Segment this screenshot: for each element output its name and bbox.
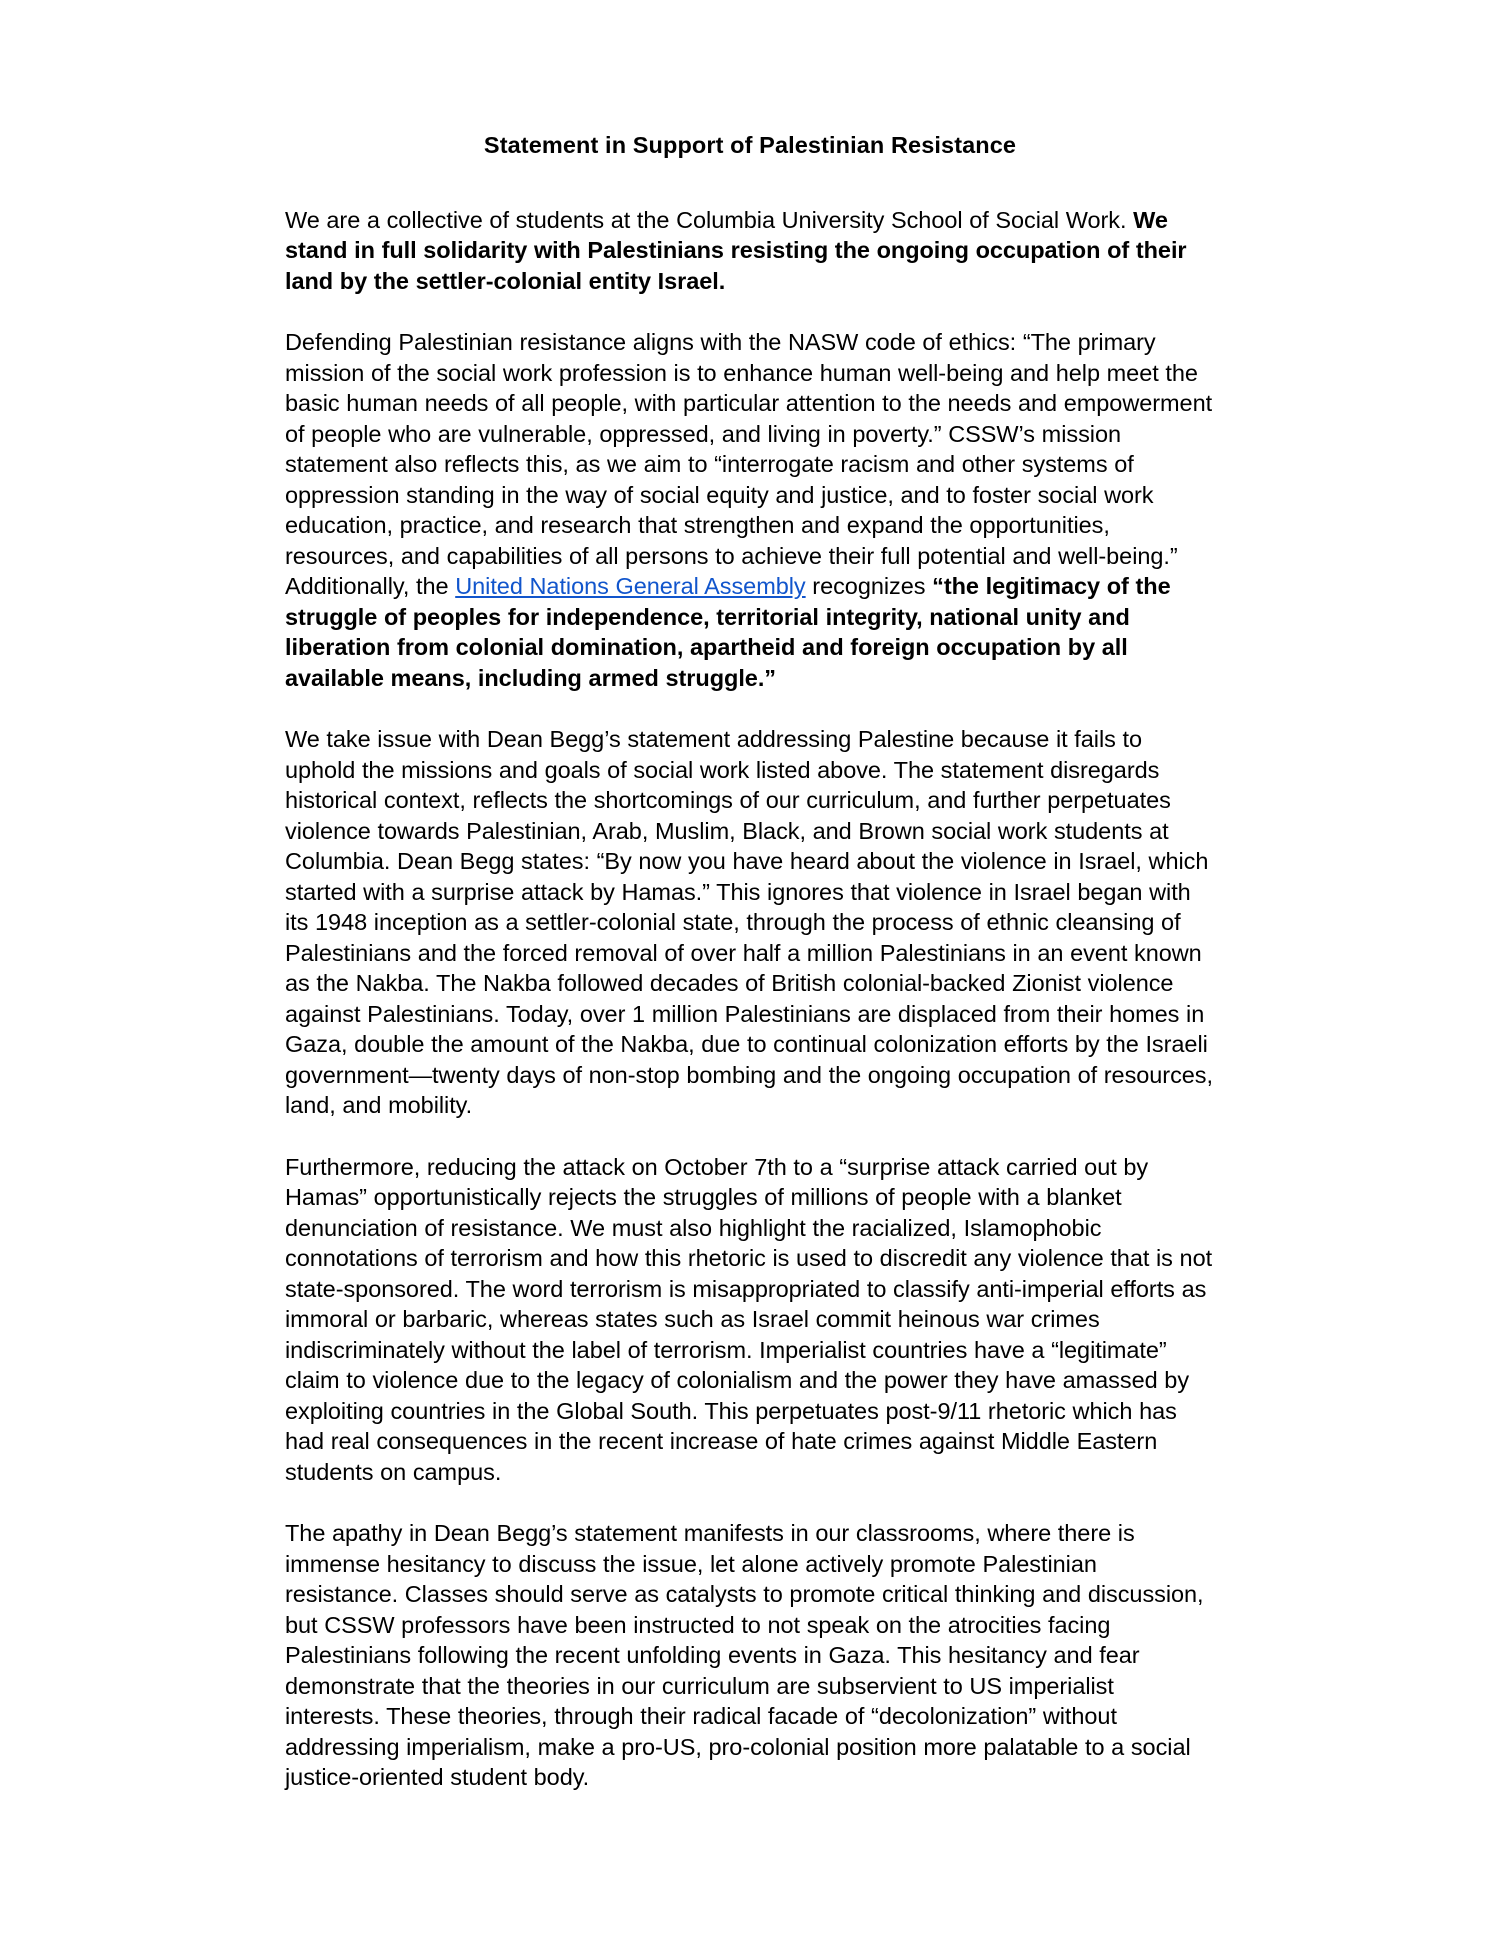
text-run: We are a collective of students at the Columbia University School of Social Work. [285,206,1134,233]
paragraph [285,1152,1219,1488]
text-run: recognizes [805,573,933,600]
bold-text-run: We stand in full solidarity with Palestinians resisting the ongoing occupation of their land by the settler-colonial entity Israel. [285,206,1194,294]
document-body [285,205,1220,1793]
text-run: We take issue with Dean Begg’s statement addressing Palestine because it fails to uphold the missions and goals of social work listed above. The statement disregards historical context, reflects the shortcomings of our curriculum, and further perpetuates violence towards Palestinian, Arab, Muslim, Black, and Brown social work students at Columbia. Dean Begg states: “By now you have heard about the violence in Israel, which started with a surprise attack by Hamas.” This ignores that violence in Israel began with its 1948 inception as a settler-colonial state, through the process of ethnic cleansing of Palestinians and the forced removal of over half a million Palestinians in an event known as the Nakba. The Nakba followed decades of British colonial-backed Zionist violence against Palestinians. Today, over 1 million Palestinians are displaced from their homes in Gaza, double the amount of the Nakba, due to continual colonization efforts by the Israeli government—twenty days of non-stop bombing and the ongoing occupation of resources, land, and mobility. [285,726,1220,1119]
text-run: Defending Palestinian resistance aligns with the NASW code of ethics: “The primary mission of the social work profession is to enhance human well-being and help meet the basic human needs of all people, with particular attention to the needs and empowerment of people who are vulnerable, oppressed, and living in poverty.” CSSW’s mission statement also reflects this, as we aim to “interrogate racism and other systems of oppression standing in the way of social equity and justice, and to foster social work education, practice, and research that strengthen and expand the opportunities, resources, and capabilities of all persons to achieve their full potential and well-being.” Additionally, the [285,329,1219,600]
hyperlink-united-nations-general-assembly[interactable]: United Nations General Assembly [455,573,806,600]
text-run: The apathy in Dean Begg’s statement manifests in our classrooms, where there is immense hesitancy to discuss the issue, let alone actively promote Palestinian resistance. Classes should serve as catalysts to promote critical thinking and discussion, but CSSW professors have been instructed to not speak on the atrocities facing Palestinians following the recent unfolding events in Gaza. This hesitancy and fear demonstrate that the theories in our curriculum are subservient to US imperialist interests. These theories, through their radical facade of “decolonization” without addressing imperialism, make a pro-US, pro-colonial position more palatable to a social justice-oriented student body. [285,1520,1211,1791]
page-title: Statement in Support of Palestinian Resistance [483,132,1017,158]
bold-text-run: “the legitimacy of the struggle of peoples for independence, territorial integrity, national unity and liberation from colonial domination, apartheid and foreign occupation by all available means, including armed struggle.” [285,573,1178,691]
text-run: Furthermore, reducing the attack on October 7th to a “surprise attack carried out by Hamas” opportunistically rejects the struggles of millions of people with a blanket denunciation of resistance. We must also highlight the racialized, Islamophobic connotations of terrorism and how this rhetoric is used to discredit any violence that is not state-sponsored. The word terrorism is misappropriated to classify anti-imperial efforts as immoral or barbaric, whereas states such as Israel commit heinous war crimes indiscriminately without the label of terrorism. Imperialist countries have a “legitimate” claim to violence due to the legacy of colonialism and the power they have amassed by exploiting countries in the Global South. This perpetuates post-9/11 rhetoric which has had real consequences in the recent increase of hate crimes against Middle Eastern students on campus. [285,1153,1219,1485]
paragraph [285,327,1219,693]
paragraph [285,724,1220,1121]
paragraph [285,205,1215,297]
document-content [285,130,1220,1793]
paragraph [285,1518,1215,1793]
